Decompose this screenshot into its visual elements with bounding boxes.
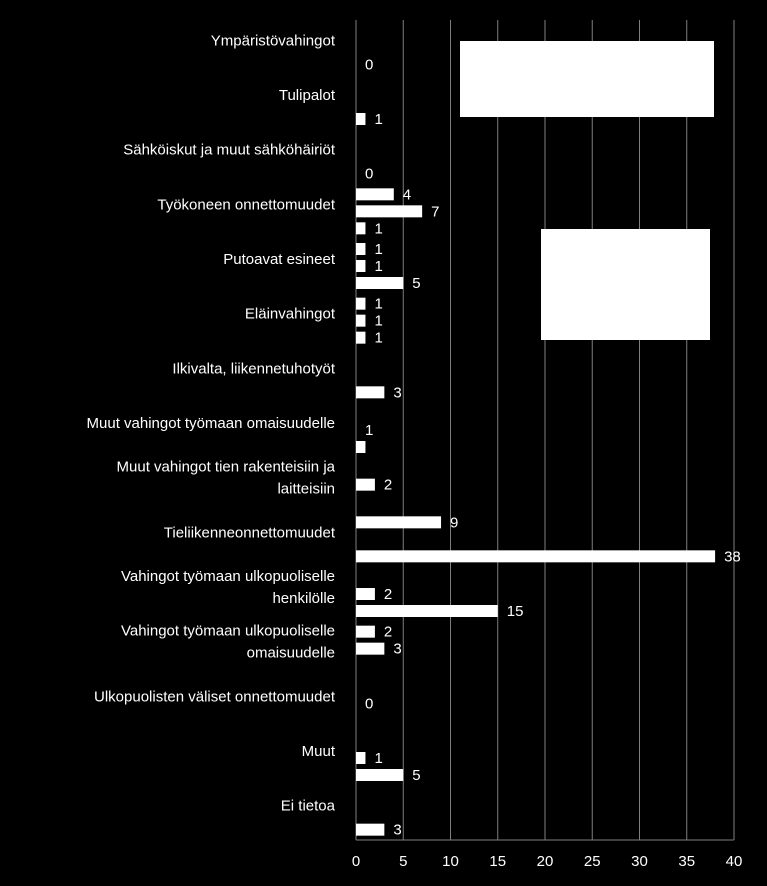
category-label: Ei tietoa [280,797,335,815]
data-label: 1 [374,220,383,238]
bar [356,588,375,600]
x-tick-label: 30 [631,853,648,870]
category-label: Tieliikenneonnettomuudet [163,524,335,542]
bar [356,769,403,781]
x-tick-label: 15 [489,853,507,870]
bar [356,222,365,234]
data-label: 4 [402,186,412,204]
bar [356,298,365,310]
data-label: 3 [393,821,402,839]
data-label: 7 [431,203,440,221]
category-label: Muut vahingot tien rakenteisiin ja [116,458,335,476]
data-label: 9 [450,514,459,532]
bar [356,188,394,200]
data-label: 2 [383,586,393,603]
data-label: 15 [506,603,524,620]
data-label: 1 [374,241,383,258]
bar [356,113,365,125]
bar [356,626,375,638]
category-label: Muut vahingot työmaan omaisuudelle [86,415,335,432]
bar [356,479,375,491]
data-label: 5 [412,767,421,784]
bar [356,386,384,398]
category-label: Ilkivalta, liikennetuhotyöt [172,360,335,378]
data-label: 0 [365,56,374,74]
x-tick-label: 10 [442,853,459,870]
data-label: 1 [374,329,383,347]
data-label: 1 [374,312,383,330]
category-label: Eläinvahingot [244,305,335,323]
bar [356,205,422,217]
bar [356,332,365,344]
data-label: 1 [365,422,374,439]
data-label: 5 [412,275,421,292]
x-tick-label: 25 [583,853,601,870]
data-label: 38 [724,548,741,566]
data-label: 0 [365,695,374,713]
category-label: Vahingot työmaan ulkopuoliselle [120,622,335,640]
bar [356,441,365,453]
data-label: 2 [383,476,393,494]
bar [356,315,365,327]
category-label: Muut [301,743,335,760]
bar [356,824,384,836]
x-tick-label: 5 [399,853,408,870]
bar [356,243,365,255]
data-label: 1 [374,750,383,767]
category-label: omaisuudelle [246,644,335,662]
bar [356,643,384,655]
category-label: Vahingot työmaan ulkopuoliselle [120,568,335,585]
category-label: Työkoneen onnettomuudet [157,196,335,214]
category-label: Sähköiskut ja muut sähköhäiriöt [123,141,335,159]
data-label: 1 [374,295,383,313]
bar [356,550,715,562]
data-label: 1 [374,258,383,275]
bar [356,752,365,764]
category-label: laitteisiin [277,480,335,498]
category-label: Putoavat esineet [223,251,335,268]
data-label: 3 [393,640,402,658]
bar [356,260,365,272]
legend-box [541,229,710,340]
data-label: 0 [365,165,374,183]
bar [356,516,441,528]
category-label: henkilölle [272,590,335,607]
data-label: 1 [374,111,383,128]
legend-box [460,41,714,117]
category-label: Tulipalot [278,87,335,104]
data-label: 3 [393,384,402,402]
bar [356,277,403,289]
x-tick-label: 40 [725,853,743,870]
bar [356,605,498,617]
category-label: Ympäristövahingot [210,32,335,50]
x-tick-label: 35 [678,853,696,870]
data-label: 2 [383,623,393,641]
x-tick-label: 0 [351,853,361,870]
x-tick-label: 20 [536,853,554,870]
category-label: Ulkopuolisten väliset onnettomuudet [94,688,335,706]
